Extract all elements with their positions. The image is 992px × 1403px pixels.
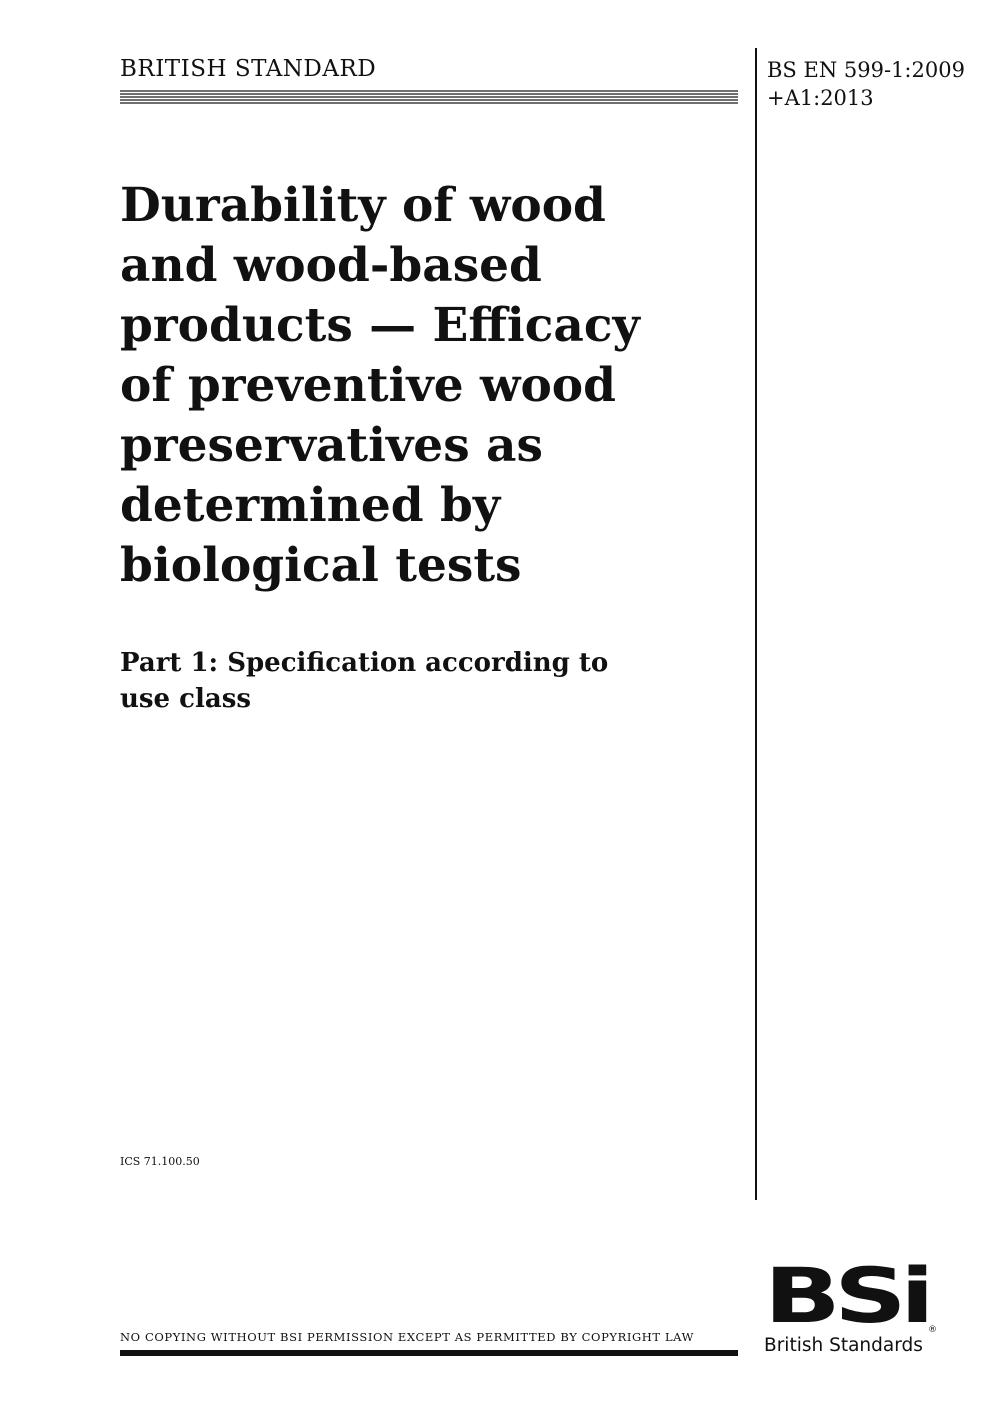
title-line: Durability of wood bbox=[120, 178, 606, 233]
registered-mark: ® bbox=[928, 1325, 937, 1335]
vertical-divider bbox=[755, 48, 757, 1200]
title-line: biological tests bbox=[120, 538, 522, 593]
bsi-logo-mark: BSi bbox=[764, 1251, 928, 1340]
footer-rule bbox=[120, 1350, 738, 1356]
title-line: and wood-based bbox=[120, 238, 542, 293]
document-number-line: BS EN 599-1:2009 bbox=[767, 58, 965, 82]
amendment-line: +A1:2013 bbox=[767, 86, 874, 110]
title-line: of preventive wood bbox=[120, 358, 617, 413]
copyright-notice: NO COPYING WITHOUT BSI PERMISSION EXCEPT AS PERMITTED BY COPYRIGHT LAW bbox=[120, 1330, 695, 1344]
bsi-logo-caption: British Standards bbox=[764, 1335, 923, 1356]
title-line: determined by bbox=[120, 478, 501, 533]
document-subtitle bbox=[120, 645, 730, 717]
title-line: preservatives as bbox=[120, 418, 543, 473]
subtitle-line: use class bbox=[120, 684, 251, 714]
subtitle-line: Part 1: Specification according to bbox=[120, 648, 609, 678]
header-rule bbox=[120, 90, 738, 104]
ics-code: ICS 71.100.50 bbox=[120, 1155, 200, 1168]
series-label: BRITISH STANDARD bbox=[120, 56, 377, 82]
title-line: products — Efficacy bbox=[120, 298, 640, 353]
document-number bbox=[767, 56, 987, 112]
document-title bbox=[120, 176, 730, 596]
